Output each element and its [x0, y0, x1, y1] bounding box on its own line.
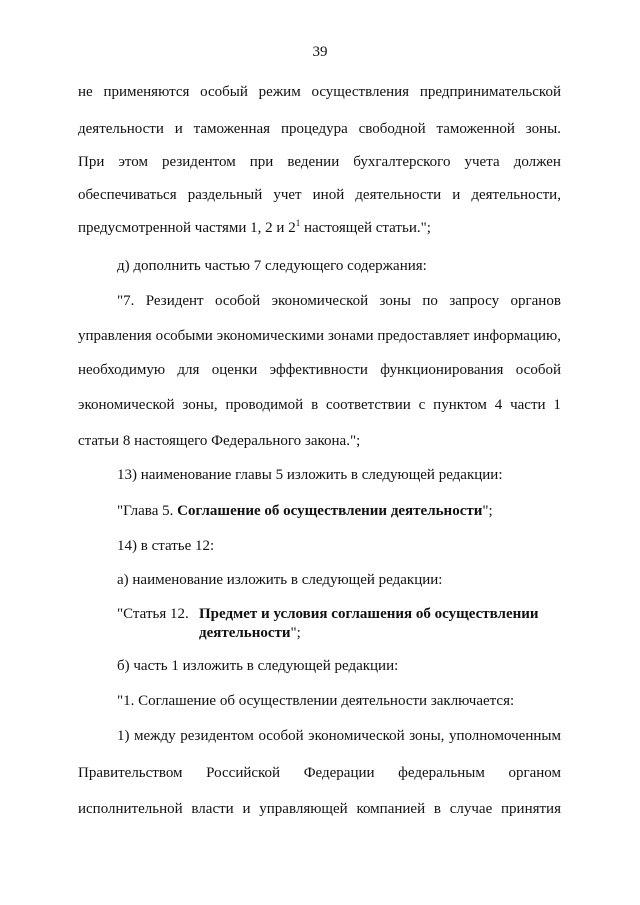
item-14: 14) в статье 12: [117, 538, 215, 554]
text-fragment: "; [482, 503, 493, 519]
article-title: Предмет и условия соглашения об осуществлении [199, 606, 539, 622]
text-fragment: настоящей статьи."; [300, 220, 431, 236]
text-line: обеспечиваться раздельный учет иной деятельности и деятельности, [78, 187, 561, 203]
article-title-line-2 [199, 624, 301, 642]
page-number: 39 [312, 44, 328, 60]
text-line: необходимую для оценки эффективности функционирования особой [78, 362, 561, 378]
article-title-line-1 [199, 605, 539, 623]
item-d: д) дополнить частью 7 следующего содержания: [117, 258, 427, 274]
text-line: не применяются особый режим осуществления предпринимательской [78, 84, 561, 100]
item-13: 13) наименование главы 5 изложить в следующей редакции: [117, 467, 503, 483]
article-title: деятельности [199, 625, 291, 641]
text-line: исполнительной власти и управляющей компанией в случае принятия [78, 801, 561, 817]
text-line: Правительством Российской Федерации федеральным органом [78, 765, 561, 781]
text-fragment: предусмотренной частями 1, 2 и 2 [78, 220, 296, 236]
article-number: "Статья 12. [117, 606, 189, 622]
text-fragment: "; [290, 625, 301, 641]
text-line: статьи 8 настоящего Федерального закона."; [78, 433, 361, 449]
text-line: "7. Резидент особой экономической зоны по запросу органов [117, 293, 561, 309]
text-fragment: "Глава 5. [117, 503, 178, 519]
text-line [78, 219, 431, 237]
item-b: б) часть 1 изложить в следующей редакции: [117, 658, 399, 674]
text-line: управления особыми экономическими зонами предоставляет информацию, [78, 328, 561, 344]
superscript: 1 [295, 218, 301, 228]
text-line: экономической зоны, проводимой в соответствии с пунктом 4 части 1 [78, 397, 561, 413]
paragraph-1: "1. Соглашение об осуществлении деятельности заключается: [117, 693, 515, 709]
text-line: 1) между резидентом особой экономической зоны, уполномоченным [117, 728, 561, 744]
chapter-title: Соглашение об осуществлении деятельности [177, 503, 483, 519]
text-line: деятельности и таможенная процедура свободной таможенной зоны. [78, 121, 561, 137]
chapter-5-heading [117, 502, 493, 520]
text-line: При этом резидентом при ведении бухгалтерского учета должен [78, 154, 561, 170]
item-a: а) наименование изложить в следующей редакции: [117, 572, 443, 588]
